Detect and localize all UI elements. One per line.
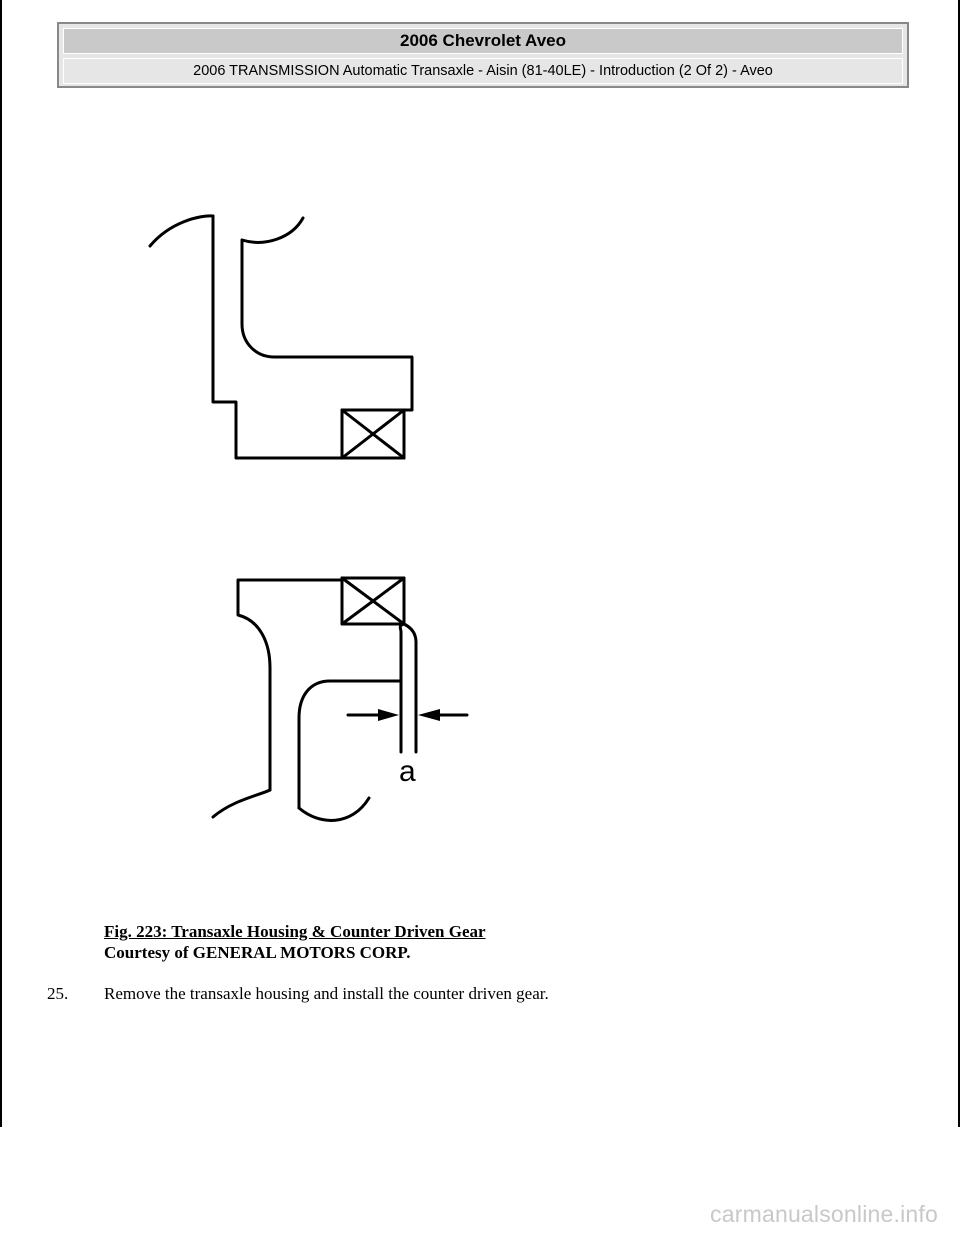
page-border-left — [0, 0, 2, 1127]
lower-housing-outline — [238, 580, 342, 790]
clearance-label-a: a — [399, 755, 416, 788]
page-header — [57, 22, 909, 88]
lower-housing-arc — [213, 790, 270, 817]
step-number: 25. — [47, 984, 69, 1003]
clearance-line-right — [404, 624, 416, 752]
dimension-arrowhead-right — [418, 709, 440, 721]
watermark: carmanualsonline.info — [710, 1201, 938, 1227]
header-subtitle: 2006 TRANSMISSION Automatic Transaxle - Aisin (81-40LE) - Introduction (2 Of 2) - Aveo — [63, 58, 903, 84]
figure-caption-title: Fig. 223: Transaxle Housing & Counter Driven Gear — [104, 922, 486, 941]
lower-gear-arc — [299, 798, 369, 820]
transaxle-housing-diagram — [140, 205, 480, 835]
upper-housing-outline — [213, 216, 412, 458]
figure-caption — [104, 921, 486, 963]
figure-courtesy: Courtesy of GENERAL MOTORS CORP. — [104, 943, 411, 962]
upper-housing-arc — [150, 216, 213, 246]
upper-gear-arc — [242, 218, 303, 242]
procedure-step — [47, 983, 549, 1004]
header-title: 2006 Chevrolet Aveo — [63, 28, 903, 54]
step-text: Remove the transaxle housing and install the counter driven gear. — [104, 984, 549, 1003]
dimension-arrowhead-left — [378, 709, 399, 721]
